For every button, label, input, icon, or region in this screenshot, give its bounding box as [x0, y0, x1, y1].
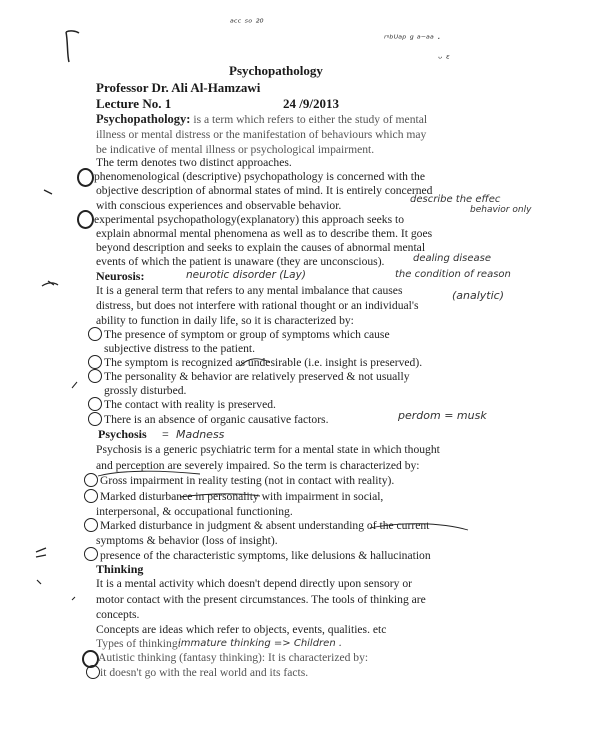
circled-number-icon	[88, 355, 102, 369]
margin-note: Madness	[176, 428, 225, 441]
experimental-line: events of which the patient is unaware (they are unconscious).	[96, 255, 385, 268]
thinking-line: It is a mental activity which doesn't depend directly upon sensory or	[96, 577, 413, 590]
phenomenological-line: objective description of abnormal states of mind. It is entirely concerned	[96, 184, 433, 197]
neurosis-line: ability to function in daily life, so it is characterized by:	[96, 314, 354, 327]
neurosis-feature: grossly disturbed.	[104, 384, 187, 397]
lecture-number: Lecture No. 1	[96, 96, 172, 111]
lecture-date: 24 /9/2013	[283, 96, 339, 111]
margin-note: the condition of reason	[395, 269, 511, 280]
definition-line: illness or mental distress or the manifestation of behaviours which may	[96, 128, 427, 141]
experimental-line: explain abnormal mental phenomena as well as to describe them. It goes	[96, 227, 433, 240]
neurosis-line: distress, but does not interfere with rational thought or an individual's	[96, 299, 419, 312]
neurosis-feature: The personality & behavior are relatively preserved & not usually	[104, 370, 410, 383]
margin-note: perdom = musk	[398, 409, 487, 422]
margin-note: describe the effec	[410, 194, 501, 205]
margin-note: behavior only	[470, 205, 532, 215]
phenomenological-line: with conscious experiences and observable behavior.	[96, 199, 342, 212]
experimental-line: experimental psychopathology(explanatory) this approach seeks to	[94, 213, 405, 226]
margin-note: immature thinking => Children .	[178, 638, 343, 649]
circled-number-icon	[84, 489, 98, 503]
psychosis-feature: symptoms & behavior (loss of insight).	[96, 534, 278, 547]
circled-bullet-icon	[77, 168, 94, 187]
neurosis-feature: The presence of symptom or group of symptoms which cause	[104, 328, 390, 341]
neurosis-feature: There is an absence of organic causative factors.	[104, 413, 329, 426]
psychosis-feature: presence of the characteristic symptoms, like delusions & hallucination	[100, 549, 431, 562]
neurosis-feature: subjective distress to the patient.	[104, 342, 256, 355]
circled-number-icon	[88, 412, 102, 426]
circled-number-icon	[88, 397, 102, 411]
page-title: Psychopathology	[229, 63, 323, 78]
neurosis-line: It is a general term that refers to any mental imbalance that causes	[96, 284, 403, 297]
psychosis-feature: Gross impairment in reality testing (not in contact with reality).	[100, 474, 395, 487]
autistic-feature: it doesn't go with the real world and its facts.	[100, 666, 309, 679]
psychosis-heading: Psychosis	[98, 427, 147, 441]
types-line: Types of thinking:	[96, 637, 181, 650]
circled-number-icon	[88, 369, 102, 383]
margin-note: neurotic disorder (Lay)	[186, 269, 306, 281]
phenomenological-line: phenomenological (descriptive) psychopathology is concerned with the	[94, 170, 425, 183]
circled-number-icon	[86, 665, 100, 679]
experimental-line: beyond description and seeks to explain the causes of abnormal mental	[96, 241, 426, 254]
neurosis-feature: The symptom is recognized as undesirable (i.e. insight is preserved).	[104, 356, 423, 369]
definition-line: be indicative of mental illness or psychological impairment.	[96, 143, 375, 156]
thinking-line: concepts.	[96, 608, 140, 621]
psychosis-feature: Marked disturbance in judgment & absent understanding of the current	[100, 519, 430, 532]
circled-number-icon	[84, 547, 98, 561]
circled-number-icon	[84, 473, 98, 487]
definition-line: Psychopathology: is a term which refers to either the study of mental	[96, 112, 428, 126]
approaches-line: The term denotes two distinct approaches.	[96, 156, 292, 169]
thinking-line: motor contact with the present circumstances. The tools of thinking are	[96, 593, 426, 606]
margin-note: (analytic)	[452, 289, 505, 302]
autistic-thinking-line: Autistic thinking (fantasy thinking): It is characterized by:	[98, 651, 369, 664]
concepts-line: Concepts are ideas which refer to objects, events, qualities. etc	[96, 623, 387, 636]
top-scribble: ᵕ ᵋ	[438, 52, 451, 65]
psychosis-line: and perception are severely impaired. So the term is characterized by:	[96, 459, 420, 472]
top-scribble: ᵃᶜᶜ ˢᵒ ²⁰	[230, 18, 264, 29]
psychosis-line: Psychosis is a generic psychiatric term for a mental state in which thought	[96, 443, 440, 456]
neurosis-feature: The contact with reality is preserved.	[104, 398, 276, 411]
circled-number-icon	[84, 518, 98, 532]
psychosis-feature: interpersonal, & occupational functioning.	[96, 505, 293, 518]
neurosis-heading: Neurosis:	[96, 269, 145, 283]
psychosis-equals: =	[162, 427, 169, 441]
thinking-heading: Thinking	[96, 562, 144, 576]
circled-bullet-icon	[77, 210, 94, 229]
top-scribble: ʳ'ᵇᵁᵃᵖ ᵍ ᵃ⁻ᵃᵃ ·	[384, 34, 441, 45]
circled-number-icon	[88, 327, 102, 341]
professor-name: Professor Dr. Ali Al-Hamzawi	[96, 80, 261, 95]
margin-note: dealing disease	[413, 253, 492, 264]
psychosis-feature: Marked disturbance in personality with impairment in social,	[100, 490, 384, 503]
